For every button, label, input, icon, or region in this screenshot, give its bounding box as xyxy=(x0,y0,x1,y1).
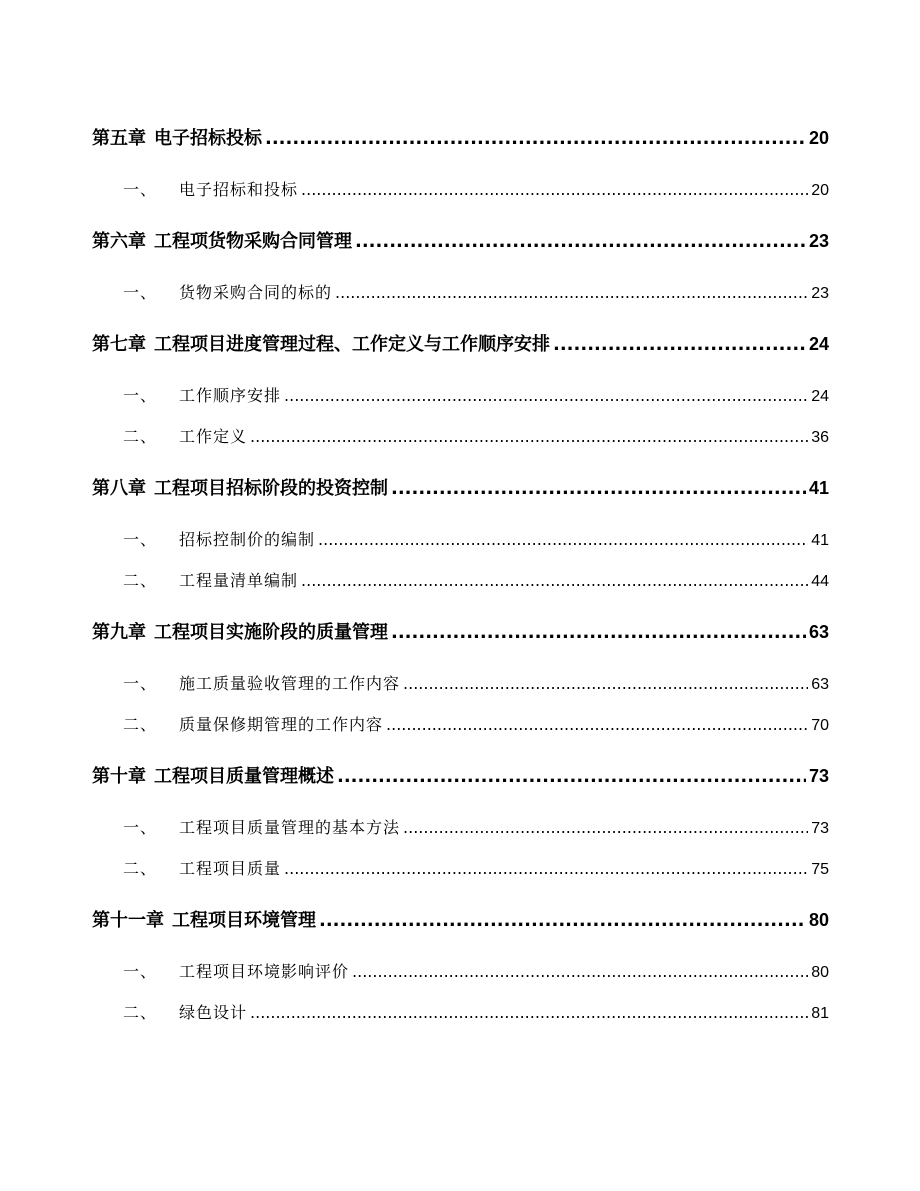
page-number: 24 xyxy=(811,388,829,405)
chapter-title: 工程项目实施阶段的质量管理 xyxy=(154,622,388,643)
toc-section-7-1[interactable] xyxy=(123,383,829,406)
section-number: 二、 xyxy=(123,1003,158,1022)
page-number: 23 xyxy=(811,285,829,302)
chapter-title: 工程项货物采购合同管理 xyxy=(154,231,352,252)
chapter-number: 第五章 xyxy=(92,128,146,149)
leader-dots xyxy=(355,231,806,252)
chapter-number: 第十一章 xyxy=(92,910,164,931)
page-number: 70 xyxy=(811,717,829,734)
toc-section-6-1[interactable] xyxy=(123,280,829,303)
page-number: 80 xyxy=(808,910,829,930)
page-number: 81 xyxy=(811,1005,829,1022)
toc-section-10-2[interactable] xyxy=(123,856,829,879)
section-number: 二、 xyxy=(123,571,158,590)
toc-chapter-5[interactable] xyxy=(92,124,829,150)
toc-section-5-1[interactable] xyxy=(123,177,829,200)
section-title: 绿色设计 xyxy=(179,1003,248,1022)
chapter-title: 电子招标投标 xyxy=(154,128,262,149)
toc-chapter-11[interactable] xyxy=(92,906,829,932)
section-title: 货物采购合同的标的 xyxy=(179,283,333,302)
section-title: 工作顺序安排 xyxy=(179,386,282,405)
leader-dots xyxy=(284,386,808,405)
toc-chapter-7[interactable] xyxy=(92,330,829,356)
toc-section-11-1[interactable] xyxy=(123,959,829,982)
toc-chapter-9[interactable] xyxy=(92,618,829,644)
leader-dots xyxy=(386,715,808,734)
chapter-number: 第十章 xyxy=(92,766,146,787)
section-title: 施工质量验收管理的工作内容 xyxy=(179,674,401,693)
section-number: 一、 xyxy=(123,674,158,693)
section-number: 二、 xyxy=(123,859,158,878)
leader-dots xyxy=(265,128,806,149)
section-number: 一、 xyxy=(123,962,158,981)
page-number: 41 xyxy=(808,478,829,498)
toc-section-8-2[interactable] xyxy=(123,568,829,591)
section-title: 工程项目质量管理的基本方法 xyxy=(179,818,401,837)
section-number: 二、 xyxy=(123,715,158,734)
section-title: 质量保修期管理的工作内容 xyxy=(179,715,384,734)
section-title: 电子招标和投标 xyxy=(179,180,299,199)
leader-dots xyxy=(318,530,808,549)
page-number: 73 xyxy=(811,820,829,837)
section-title: 工程量清单编制 xyxy=(179,571,299,590)
toc-section-11-2[interactable] xyxy=(123,1000,829,1023)
chapter-number: 第七章 xyxy=(92,334,146,355)
section-number: 一、 xyxy=(123,818,158,837)
leader-dots xyxy=(403,818,808,837)
page-number: 23 xyxy=(808,231,829,251)
section-number: 一、 xyxy=(123,386,158,405)
section-number: 一、 xyxy=(123,283,158,302)
toc-chapter-6[interactable] xyxy=(92,227,829,253)
toc-chapter-8[interactable] xyxy=(92,474,829,500)
section-number: 二、 xyxy=(123,427,158,446)
leader-dots xyxy=(319,910,806,931)
page-number: 63 xyxy=(811,676,829,693)
page-number: 41 xyxy=(811,532,829,549)
page-number: 36 xyxy=(811,429,829,446)
toc-chapter-10[interactable] xyxy=(92,762,829,788)
leader-dots xyxy=(284,859,808,878)
section-title: 招标控制价的编制 xyxy=(179,530,316,549)
page-number: 75 xyxy=(811,861,829,878)
chapter-title: 工程项目招标阶段的投资控制 xyxy=(154,478,388,499)
toc-section-9-1[interactable] xyxy=(123,671,829,694)
section-title: 工程项目质量 xyxy=(179,859,282,878)
leader-dots xyxy=(391,478,806,499)
chapter-number: 第八章 xyxy=(92,478,146,499)
leader-dots xyxy=(335,283,808,302)
section-title: 工程项目环境影响评价 xyxy=(179,962,350,981)
leader-dots xyxy=(337,766,806,787)
section-number: 一、 xyxy=(123,530,158,549)
page-number: 24 xyxy=(808,334,829,354)
page-number: 80 xyxy=(811,964,829,981)
leader-dots xyxy=(391,622,806,643)
chapter-number: 第九章 xyxy=(92,622,146,643)
page-number: 73 xyxy=(808,766,829,786)
toc-section-9-2[interactable] xyxy=(123,712,829,735)
chapter-title: 工程项目环境管理 xyxy=(172,910,316,931)
chapter-title: 工程项目进度管理过程、工作定义与工作顺序安排 xyxy=(154,334,550,355)
toc-section-7-2[interactable] xyxy=(123,424,829,447)
leader-dots xyxy=(352,962,808,981)
page-number: 44 xyxy=(811,573,829,590)
leader-dots xyxy=(250,1003,808,1022)
section-title: 工作定义 xyxy=(179,427,248,446)
page-number: 20 xyxy=(808,128,829,148)
leader-dots xyxy=(301,180,808,199)
page-number: 63 xyxy=(808,622,829,642)
section-number: 一、 xyxy=(123,180,158,199)
leader-dots xyxy=(403,674,808,693)
leader-dots xyxy=(250,427,808,446)
toc-section-8-1[interactable] xyxy=(123,527,829,550)
leader-dots xyxy=(301,571,808,590)
toc-section-10-1[interactable] xyxy=(123,815,829,838)
chapter-number: 第六章 xyxy=(92,231,146,252)
page-number: 20 xyxy=(811,182,829,199)
chapter-title: 工程项目质量管理概述 xyxy=(154,766,334,787)
leader-dots xyxy=(553,334,806,355)
